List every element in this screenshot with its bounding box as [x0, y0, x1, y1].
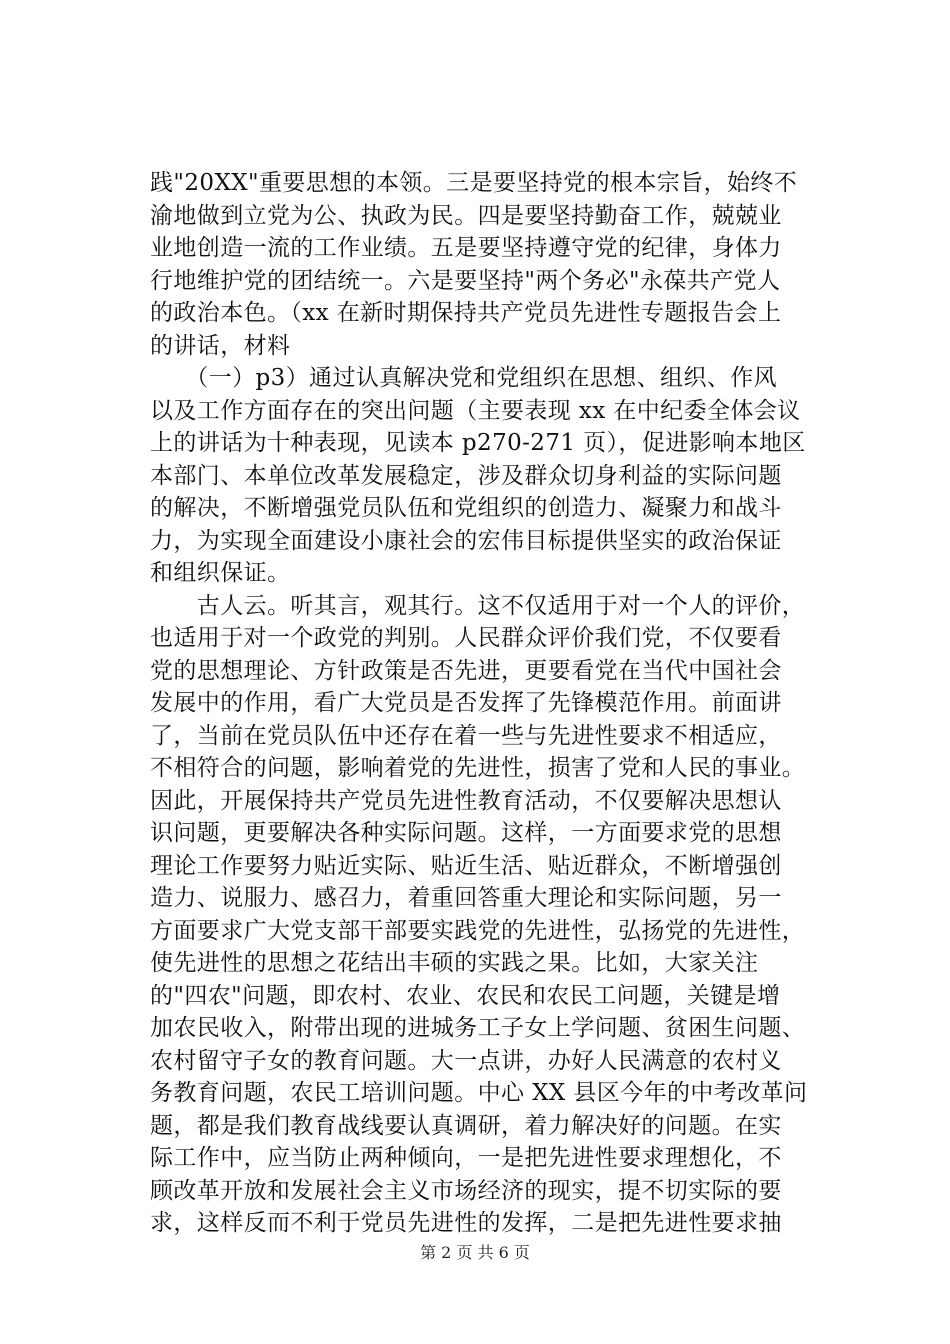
text-line: 方面要求广大党支部干部要实践党的先进性，弘扬党的先进性，	[150, 917, 806, 944]
text-line: 农村留守子女的教育问题。大一点讲，办好人民满意的农村义	[150, 1047, 782, 1074]
text-line: 渝地做到立党为公、执政为民。四是要坚持勤奋工作，兢兢业	[150, 202, 782, 229]
text-line: 使先进性的思想之花结出丰硕的实践之果。比如，大家关注	[150, 950, 759, 976]
text-line: 的政治本色。（xx 在新时期保持共产党员先进性专题报告会上	[150, 300, 782, 326]
text-line: 业地创造一流的工作业绩。五是要坚持遵守党的纪律，身体力	[150, 235, 782, 261]
text-line: 的解决，不断增强党员队伍和党组织的创造力、凝聚力和战斗	[150, 495, 782, 521]
text-line: 行地维护党的团结统一。六是要坚持"两个务必"永葆共产党人	[150, 267, 781, 294]
text-line: 识问题，更要解决各种实际问题。这样，一方面要求党的思想	[150, 820, 782, 846]
text-line: 题，都是我们教育战线要认真调研，着力解决好的问题。在实	[150, 1112, 782, 1139]
text-line: 发展中的作用，看广大党员是否发挥了先锋模范作用。前面讲	[150, 690, 782, 716]
text-line: 本部门、本单位改革发展稳定，涉及群众切身利益的实际问题	[150, 462, 782, 489]
text-line: 际工作中，应当防止两种倾向，一是把先进性要求理想化，不	[150, 1145, 782, 1171]
text-line: 顾改革开放和发展社会主义市场经济的现实，提不切实际的要	[150, 1177, 782, 1204]
text-line: 也适用于对一个政党的判别。人民群众评价我们党，不仅要看	[150, 625, 782, 651]
text-line: 造力、说服力、感召力，着重回答重大理论和实际问题，另一	[150, 885, 782, 911]
text-line: 了，当前在党员队伍中还存在着一些与先进性要求不相适应，	[150, 722, 782, 749]
text-line: 党的思想理论、方针政策是否先进，更要看党在当代中国社会	[150, 657, 782, 684]
text-line: 践"20XX"重要思想的本领。三是要坚持党的根本宗旨，始终不	[150, 170, 798, 196]
text-line: 加农民收入，附带出现的进城务工子女上学问题、贫困生问题、	[150, 1015, 806, 1041]
text-line: 务教育问题，农民工培训问题。中心 XX 县区今年的中考改革问	[150, 1080, 808, 1106]
text-line: 因此，开展保持共产党员先进性教育活动，不仅要解决思想认	[150, 787, 782, 814]
text-line: 不相符合的问题，影响着党的先进性，损害了党和人民的事业。	[150, 755, 806, 781]
text-line: 古人云。听其言，观其行。这不仅适用于对一个人的评价，	[150, 592, 806, 619]
text-line: 的讲话，材料	[150, 332, 291, 359]
text-line: （一）p3）通过认真解决党和党组织在思想、组织、作风	[150, 365, 778, 391]
document-body	[150, 167, 810, 1240]
text-line: 力，为实现全面建设小康社会的宏伟目标提供坚实的政治保证	[150, 527, 782, 554]
text-line: 求，这样反而不利于党员先进性的发挥，二是把先进性要求抽	[150, 1210, 782, 1236]
text-line: 上的讲话为十种表现，见读本 p270-271 页），促进影响本地区	[150, 430, 806, 456]
page-number-footer: 第 2 页 共 6 页	[420, 1243, 530, 1262]
text-line: 和组织保证。	[150, 560, 291, 586]
text-line: 的"四农"问题，即农村、农业、农民和农民工问题，关键是增	[150, 982, 781, 1009]
text-line: 理论工作要努力贴近实际、贴近生活、贴近群众，不断增强创	[150, 852, 782, 879]
text-line: 以及工作方面存在的突出问题（主要表现 xx 在中纪委全体会议	[150, 397, 801, 424]
